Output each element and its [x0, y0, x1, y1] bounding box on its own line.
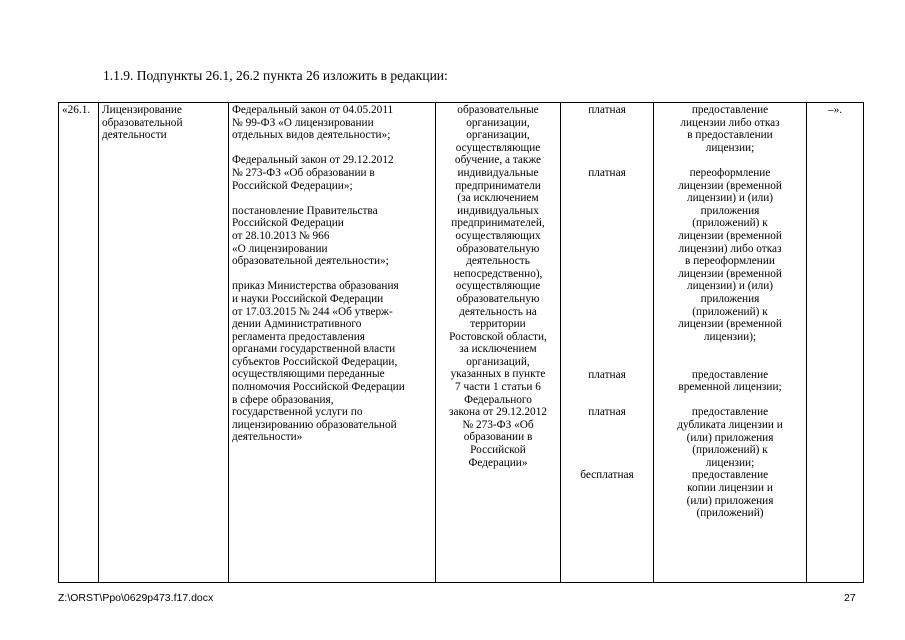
applicants-line: деятельность [466, 255, 530, 268]
applicants-line: Федерации» [468, 456, 528, 469]
result-line: (или) приложения [686, 431, 774, 444]
legal-act [232, 154, 432, 192]
legal-act-line: лицензированию образовательной [232, 418, 397, 431]
applicants-line: образовательные [457, 104, 539, 116]
result-line: (приложений) к [692, 217, 768, 230]
legal-act-line: «О лицензировании [232, 242, 328, 255]
legal-act-line: органами государственной власти [232, 343, 396, 356]
legal-act-line: регламента предоставления [232, 330, 365, 343]
result-line: предоставление [691, 104, 769, 116]
applicants-line: организации, [466, 129, 530, 142]
applicants-line: № 273-ФЗ «Об [462, 418, 534, 431]
item-number: «26.1. [62, 104, 91, 116]
legal-act-line: субъектов Российской Федерации, [232, 355, 398, 368]
result-item [657, 406, 803, 469]
result-line: (приложений) к [692, 305, 768, 318]
result-line: лицензии; [705, 141, 755, 154]
service-name-cell [99, 103, 229, 583]
result-line: (или) приложения [686, 494, 774, 507]
result-item [657, 369, 803, 394]
result-list [657, 104, 803, 582]
applicants-line: (за исключением [457, 192, 539, 205]
footer-page-number: 27 [844, 592, 856, 604]
closing-mark: –». [827, 104, 843, 116]
applicants-line: закона от 29.12.2012 [448, 406, 548, 419]
fee-label: платная [588, 104, 626, 116]
legal-act-line: № 99-ФЗ «О лицензировании [232, 116, 374, 129]
applicants-line: деятельность на [459, 305, 537, 318]
applicants-line: осуществляющие [455, 280, 541, 293]
result-line: предоставление [691, 368, 769, 381]
applicants-line: организаций, [466, 355, 530, 368]
legal-act-line: Федеральный закон от 29.12.2012 [232, 154, 394, 167]
legal-act-line: постановление Правительства [232, 204, 378, 217]
legal-act-line: дении Административного [232, 318, 362, 331]
legal-act [232, 104, 432, 142]
legal-act-line: деятельности» [232, 431, 303, 444]
legal-basis-cell [229, 103, 436, 583]
legal-act-line: отдельных видов деятельности»; [232, 129, 391, 142]
legal-act-line: осуществляющими переданные [232, 368, 385, 381]
fee-list [564, 104, 650, 582]
result-line: лицензии (временной [678, 229, 782, 242]
result-cell [654, 103, 807, 583]
legal-act-line: и науки Российской Федерации [232, 292, 384, 305]
result-line: дубликата лицензии и [677, 418, 783, 431]
fee-label: платная [588, 368, 626, 381]
legal-act-line: Федеральный закон от 04.05.2011 [232, 104, 394, 116]
result-line: лицензии (временной [678, 179, 782, 192]
result-line: переоформление [689, 167, 771, 179]
result-line: (приложений) к [692, 444, 768, 457]
result-line: предоставление [691, 406, 769, 419]
applicants-line: 7 части 1 статьи 6 [455, 381, 541, 394]
table-row [59, 103, 864, 583]
result-line: лицензии); [703, 330, 757, 343]
result-line: лицензии (временной [678, 318, 782, 331]
applicants-line: индивидуальных [457, 204, 539, 217]
result-line: в переоформлении [685, 255, 775, 268]
legal-act-line: государственной услуги по [232, 406, 363, 419]
applicants-line: Ростовской области, [449, 330, 547, 343]
result-line: копии лицензии и [687, 481, 773, 494]
result-line: лицензии) и (или) [686, 192, 774, 205]
legal-act-line: приказ Министерства образования [232, 280, 399, 293]
applicants-line: предпринимателей, [451, 217, 545, 230]
closing-cell [807, 103, 864, 583]
applicants-line: обучение, а также [454, 154, 542, 167]
result-line: в предоставлении [687, 129, 773, 142]
result-line: лицензии либо отказ [680, 116, 780, 129]
applicants-line: Федерального [464, 393, 532, 406]
applicants-text [439, 104, 557, 469]
applicants-cell [436, 103, 561, 583]
regulation-table [58, 102, 864, 583]
service-name-line: деятельности [102, 129, 167, 142]
legal-act [232, 205, 432, 268]
legal-act-line: от 28.10.2013 № 966 [232, 229, 330, 242]
result-line: приложения [700, 292, 760, 305]
legal-act-line: образовательной деятельности»; [232, 255, 389, 268]
result-item [657, 469, 803, 519]
section-heading: 1.1.9. Подпункты 26.1, 26.2 пункта 26 изложить в редакции: [103, 68, 448, 83]
applicants-line: территории [470, 318, 526, 331]
applicants-line: непосредственно), [453, 267, 543, 280]
legal-act [232, 280, 432, 444]
item-number-cell [59, 103, 99, 583]
result-item [657, 167, 803, 343]
applicants-line: Российской [470, 444, 526, 457]
legal-act-line: Российской Федерации»; [232, 179, 353, 192]
applicants-line: организации, [466, 116, 530, 129]
result-line: лицензии) и (или) [686, 280, 774, 293]
service-name-line: Лицензирование [102, 104, 182, 116]
applicants-line: указанных в пункте [450, 368, 546, 381]
legal-act-line: в сфере образования, [232, 393, 334, 406]
applicants-line: осуществляющие [455, 141, 541, 154]
result-line: предоставление [691, 469, 769, 482]
fee-label: платная [588, 406, 626, 419]
service-name [102, 104, 225, 142]
result-line: (приложений) [696, 507, 764, 520]
fee-cell [561, 103, 654, 583]
applicants-line: индивидуальные [457, 166, 539, 179]
footer-file-path: Z:\ORST\Ppo\0629p473.f17.docx [58, 592, 214, 604]
result-line: лицензии (временной [678, 267, 782, 280]
result-line: временной лицензии; [678, 381, 782, 394]
legal-basis-list [232, 104, 432, 444]
applicants-line: образовательную [456, 292, 540, 305]
applicants-line: предприниматели [455, 179, 541, 192]
result-item [657, 104, 803, 154]
fee-label: платная [588, 167, 626, 179]
applicants-line: образовании в [463, 431, 533, 444]
applicants-line: за исключением [459, 343, 537, 356]
service-name-line: образовательной [102, 116, 183, 129]
fee-label: бесплатная [580, 469, 634, 482]
result-line: лицензии) либо отказ [678, 242, 782, 255]
applicants-line: осуществляющих [455, 229, 541, 242]
result-line: лицензии; [705, 456, 755, 469]
result-line: приложения [700, 204, 760, 217]
legal-act-line: Российской Федерации [232, 217, 344, 230]
legal-act-line: полномочия Российской Федерации [232, 381, 405, 394]
legal-act-line: № 273-ФЗ «Об образовании в [232, 166, 375, 179]
legal-act-line: от 17.03.2015 № 244 «Об утверж- [232, 305, 393, 318]
applicants-line: образовательную [456, 242, 540, 255]
